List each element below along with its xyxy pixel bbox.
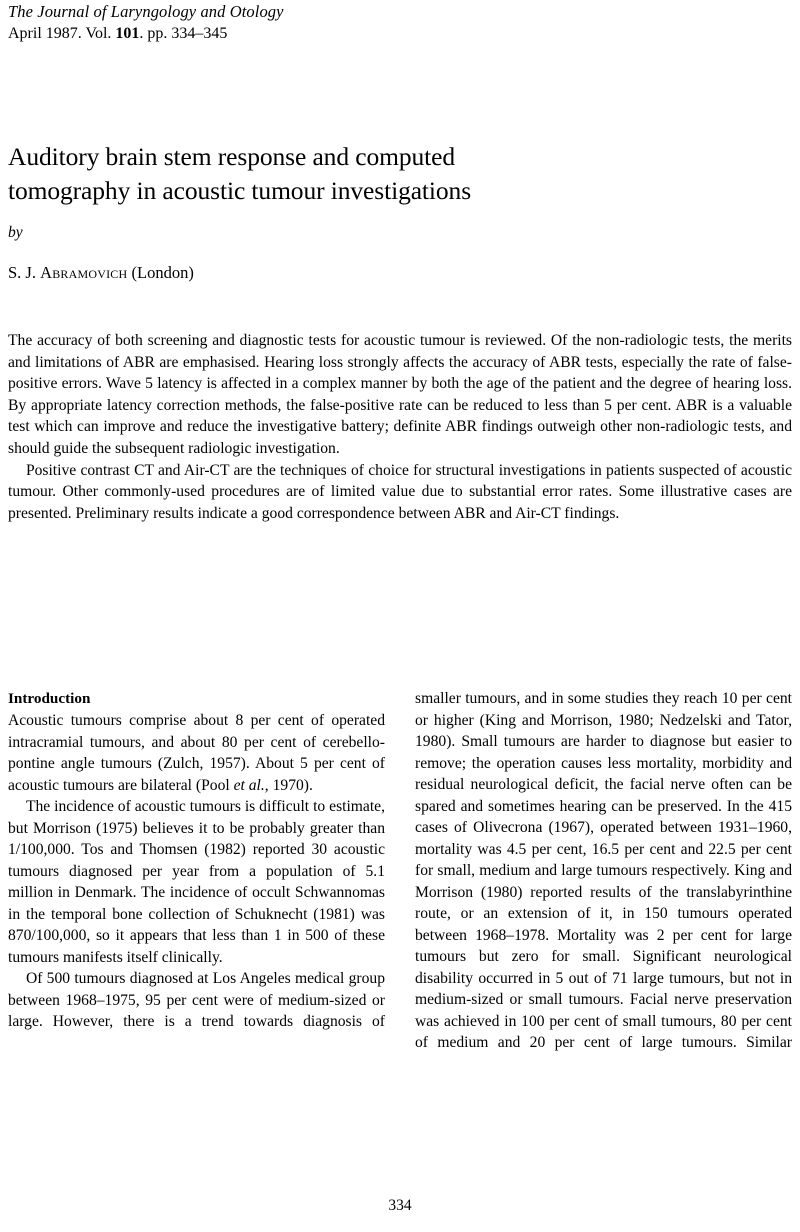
- column-left: [8, 688, 385, 1054]
- journal-issue-prefix: April 1987. Vol.: [8, 25, 116, 42]
- left-paragraph-1: [8, 710, 385, 796]
- author-initials: S. J.: [8, 263, 41, 282]
- journal-title: The Journal of Laryngology and Otology: [8, 2, 284, 21]
- column-right: [415, 688, 792, 1075]
- journal-page-range: . pp. 334–345: [139, 25, 228, 42]
- abstract-paragraph-2: Positive contrast CT and Air-CT are the techniques of choice for structural investigations in patients suspected of acoustic tumour. Other commonly-used procedures are of limited value due to substantial error rates. Some illustrative cases are presented. Preliminary results indicate a good correspondence between ABR and Air-CT findings.: [8, 461, 792, 522]
- article-title-line-1: Auditory brain stem response and computed: [8, 142, 456, 171]
- abstract: [8, 330, 792, 524]
- left-paragraph-2: The incidence of acoustic tumours is difficult to estimate, but Morrison (1975) believes it to be probably greater than 1/100,000. Tos and Thomsen (1982) reported 30 acoustic tumours diagnosed per year from a population of 5.1 million in Denmark. The incidence of occult Schwannomas in the temporal bone collection of Schuknecht (1981) was 870/100,000, so it appears that less than 1 in 500 of these tumours manifests itself clinically.: [8, 798, 385, 966]
- citation-et-al: et al.: [233, 776, 265, 794]
- right-paragraph-1: smaller tumours, and in some studies they reach 10 per cent or higher (King and Morrison, 1980; Nedzelski and Tator, 1980). Small tumours are harder to diagnose but easier to remove; the operation causes less mortality, morbidity and residual neurological deficit, the facial nerve often can be spared and sometimes hearing can be preserved. In the 415 cases of Olivecrona (1967), operated between 1931–1960, mortality was 4.5 per cent, 16.5 per cent and 22.5 per cent for small, medium and large tumours respectively. King and Morrison (1980) reported results of the translabyrinthine route, or an extension of it, in 150 tumours operated between 1968–1978. Mortality was 2 per cent for large tumours but zero for small. Significant neurological disability occurred in 5 out of 71 large tumours, but not in medium-sized or small tumours. Facial nerve preservation was achieved in 100 per cent of small tumours, 80 per cent of medium and 20 per cent of large tumours. Similar: [415, 690, 792, 1051]
- page-number-folio: 334: [388, 1197, 412, 1214]
- abstract-paragraph-1: The accuracy of both screening and diagnostic tests for acoustic tumour is reviewed. Of the non-radiologic tests, the merits and limitations of ABR are emphasised. Hearing loss strongly affects the accuracy of ABR tests, especially the rate of false-positive errors. Wave 5 latency is affected in a complex manner by both the age of the patient and the degree of hearing loss. By appropriate latency correction methods, the false-positive rate can be reduced to less than 5 per cent. ABR is a valuable test which can improve and reduce the investigative battery; definite ABR findings outweigh other non-radiologic tests, and should guide the subsequent radiologic investigation.: [8, 332, 792, 457]
- title-block: [8, 140, 748, 283]
- left-paragraph-1-text-a: Acoustic tumours comprise about 8 per cent of operated intracramial tumours, and about 80 per cent of cerebello-pontine angle tumours (Zulch, 1957). About 5 per cent of acoustic tumours are bilateral (Pool: [8, 712, 385, 794]
- byline-by-label: by: [8, 224, 23, 241]
- left-paragraph-3: Of 500 tumours diagnosed at Los Angeles medical group between 1968–1975, 95 per cent were of medium-sized or large. However, there is a trend towards diagnosis of: [8, 970, 385, 1030]
- journal-volume-number: 101: [115, 25, 140, 42]
- journal-running-head: [8, 2, 792, 44]
- section-heading-introduction: Introduction: [8, 690, 91, 707]
- author-affiliation: (London): [127, 263, 194, 282]
- byline-author: [8, 263, 748, 283]
- journal-issue-line: [8, 24, 792, 44]
- body-columns: [8, 688, 792, 1158]
- article-title: [8, 140, 748, 208]
- author-surname: Abramovich: [40, 263, 128, 282]
- article-title-line-2: tomography in acoustic tumour investigations: [8, 176, 472, 205]
- left-paragraph-1-text-b: , 1970).: [264, 776, 313, 794]
